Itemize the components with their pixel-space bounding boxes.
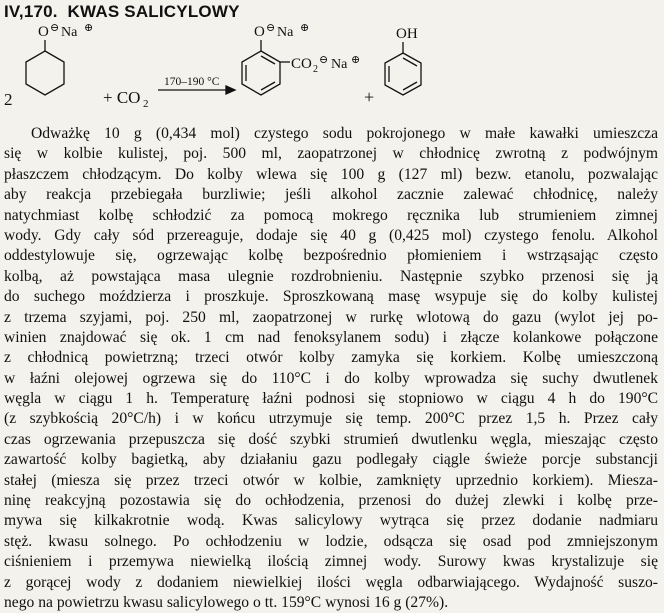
text-line: oddestylowuje się, ogrzewając kolbę bezpośrednio płomieniem i wstrząsając często bbox=[4, 247, 658, 265]
phenoxide-ring bbox=[26, 40, 64, 95]
reaction-scheme bbox=[0, 22, 664, 122]
text-line: mywa się kilkakrotnie wodą. Kwas salicylowy wytrąca się przez dodanie nadmiaru bbox=[4, 512, 658, 530]
text-line: wody. Gdy cały sód przereaguje, dodaje się 40 g (0,425 mol) czystego fenolu. Alkohol bbox=[4, 226, 658, 244]
text-line: płaszczem chłodzącym. Do kolby wlewa się 100 g (127 ml) bezw. etanolu, pozwalając bbox=[4, 165, 658, 183]
salicylate-o-na: Na bbox=[277, 25, 294, 40]
carboxylate-label: CO bbox=[291, 56, 312, 72]
phenoxide-na-label: Na bbox=[61, 25, 78, 40]
text-line: się w kolbie kulistej, poj. 500 ml, zaopatrzonej w chłodnicę zwrotną z podwójnym bbox=[4, 145, 658, 163]
text-line: ciśnieniem i przemywa niewielką ilością zimnej wody. Surowy kwas krystalizuje się bbox=[4, 553, 658, 571]
text-line: z trzema szyjami, poj. 250 ml, zaopatrzonej w rurkę wlotową do gazu (wylot jej po- bbox=[4, 308, 658, 326]
carboxylate-na: Na bbox=[331, 57, 348, 72]
text-line: winien znajdować się ok. 1 cm nad fenoksylanem sodu) i złącze kolankowe połączone bbox=[4, 328, 658, 346]
carboxylate-minus: ⊖ bbox=[319, 54, 329, 66]
text-line: węgla w ciągu 1 h. Temperaturę łaźni podnosi się stopniowo w ciągu 4 h do 190°C bbox=[4, 390, 658, 408]
reaction-condition: 170–190 °C bbox=[164, 76, 220, 88]
salicylate-o-minus: ⊖ bbox=[266, 22, 276, 34]
text-line: do suchego moździerza i proszkuje. Sproszkowaną masę wsypuje się do kolby kulistej bbox=[4, 288, 658, 306]
phenol-oh-label: OH bbox=[396, 26, 418, 42]
phenoxide-plus: ⊕ bbox=[84, 22, 94, 34]
text-line: (z szybkością 20°C/h) i w końcu utrzymuje się temp. 200°C przez 1,5 h. Przez cały bbox=[4, 410, 658, 428]
salicylate-o-label: O bbox=[254, 24, 265, 40]
text-line: nego na powietrzu kwasu salicylowego o tt. 159°C wynosi 16 g (27%). bbox=[4, 593, 449, 611]
salicylate-o-plus: ⊕ bbox=[300, 22, 310, 34]
plus-co2: + CO bbox=[103, 88, 141, 107]
phenoxide-minus: ⊖ bbox=[50, 22, 60, 34]
stoichiometric-coefficient: 2 bbox=[4, 90, 13, 109]
carboxylate-subscript: 2 bbox=[313, 64, 318, 75]
procedure-text bbox=[4, 124, 658, 613]
text-line: stałej (miesza się przez trzeci otwór w kolbie, zamknięty uprzednio korkiem). Miesza- bbox=[4, 471, 658, 489]
text-line: natychmiast kolbę schłodzić za pomocą mokrego ręcznika lub strumieniem zimnej bbox=[4, 206, 658, 224]
text-line: stęż. kwasu solnego. Po ochłodzeniu w lodzie, odsącza się osad pod zmniejszonym bbox=[4, 532, 658, 550]
text-line: kolbą, aż powstająca masa ulegnie rozdrobnieniu. Następnie szybko przenosi się ją bbox=[4, 267, 658, 285]
phenoxide-o-label: O bbox=[38, 24, 49, 40]
text-line: aby reakcja przebiegała burzliwie; jeśli alkohol zacznie zalewać chłodnicę, należy bbox=[4, 186, 658, 204]
text-line: z gorącej wody z dodaniem niewielkiej ilości węgla odbarwiającego. Wydajność suszo- bbox=[4, 573, 658, 591]
salicylate-ring bbox=[242, 40, 290, 95]
text-line: zawartość kolby bagietką, aby działaniu gazu podlegały ciągle świeże porcje substancji bbox=[4, 451, 658, 469]
text-line: z chłodnicą powietrzną; trzeci otwór kolby zamyka się korkiem. Kolbę umieszczoną bbox=[4, 349, 658, 367]
co2-subscript: 2 bbox=[143, 98, 149, 110]
text-line: w łaźni olejowej ogrzewa się do 110°C i do kolby wprowadza się suchy dwutlenek bbox=[4, 369, 658, 387]
text-line: czas ogrzewania przepuszcza się dość szybki strumień dwutlenku węgla, mieszając często bbox=[4, 430, 658, 448]
text-line: ninę reakcyjną pozostawia się do ochłodzenia, przenosi do dużej zlewki i kolbę prze- bbox=[4, 492, 658, 510]
plus-sign: + bbox=[364, 87, 375, 107]
text-line: Odważkę 10 g (0,434 mol) czystego sodu pokrojonego w małe kawałki umieszcza bbox=[31, 125, 658, 142]
carboxylate-plus: ⊕ bbox=[351, 54, 361, 66]
section-heading: IV,170. KWAS SALICYLOWY bbox=[4, 2, 240, 21]
phenol-ring bbox=[385, 42, 421, 95]
